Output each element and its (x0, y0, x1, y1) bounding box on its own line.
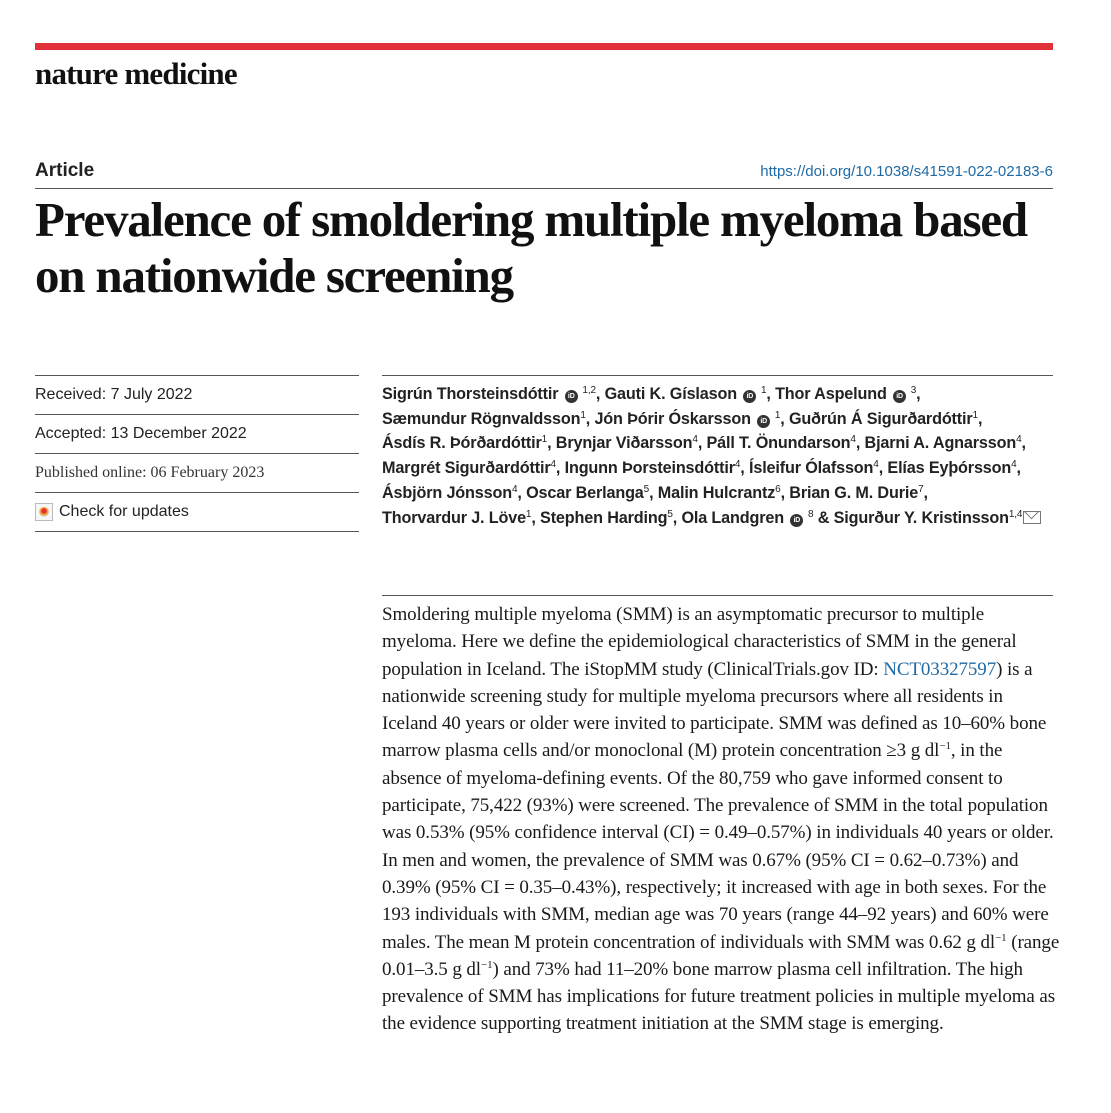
affiliation-marker[interactable]: 1,4 (1008, 508, 1023, 520)
orcid-icon[interactable]: iD (743, 390, 756, 403)
author-name[interactable]: Páll T. Önundarson$^4$ (706, 434, 856, 453)
affiliation-marker[interactable]: 1 (972, 409, 978, 421)
author-name[interactable]: Bjarni A. Agnarsson$^4$ (864, 434, 1022, 453)
author-name[interactable]: Thor Aspelund iD $^3$ (775, 385, 917, 403)
orcid-icon[interactable]: iD (790, 514, 803, 527)
superscript: −1 (480, 958, 493, 971)
check-updates-label: Check for updates (59, 503, 189, 520)
article-dates (35, 375, 359, 532)
affiliation-marker[interactable]: 4 (1011, 459, 1017, 471)
doi-link[interactable]: https://doi.org/10.1038/s41591-022-02183-6 (760, 163, 1053, 180)
affiliation-marker[interactable]: 4 (873, 459, 879, 471)
superscript: −1 (939, 740, 951, 753)
abstract: Smoldering multiple myeloma (SMM) is an asymptomatic precursor to multiple myeloma. Here we define the epidemiological characteristics of SMM in the general population in Iceland. The iStopMM study (ClinicalTrials.gov ID: NCT03327597) is a nationwide screening study for multiple myeloma precursors where all residents in Iceland 40 years or older were invited to participate. SMM was defined as 10–60% bone marrow plasma cells and/or monoclonal (M) protein concentration ≥3 g $dl^{-1}$, in the absence of myeloma-defining events. Of the 80,759 who gave informed consent to participate, 75,422 (93%) were screened. The prevalence of SMM in the total population was 0.53% (95% confidence interval (CI) = 0.49–0.57%) in individuals 40 years or older. In men and women, the prevalence of SMM was 0.67% (95% CI = 0.62–0.73%) and 0.39% (95% CI = 0.35–0.43%), respectively; it increased with age in both sexes. For the 193 individuals with SMM, median age was 70 years (range 44–92 years) and 60% were males. The mean M protein concentration of individuals with SMM was 0.62 g $dl^{-1}$ (range 0.01–3.5 g $dl^{-1}$) and 73% had 11–20% bone marrow plasma cell infiltration. The high prevalence of SMM has implications for future treatment policies in multiple myeloma as the evidence supporting treatment initiation at the SMM stage is emerging. (382, 604, 1060, 1035)
affiliation-marker[interactable]: 4 (734, 459, 741, 471)
journal-logo[interactable]: nature medicine (35, 56, 237, 91)
author-name[interactable]: Thorvardur J. Löve$^1$ (382, 508, 532, 527)
check-updates-icon (35, 503, 53, 521)
affiliation-marker[interactable]: 7 (918, 483, 924, 495)
author-name[interactable]: Ingunn Þorsteinsdóttir$^4$ (564, 459, 741, 478)
author-name[interactable]: Brian G. M. Durie$^7$ (789, 483, 924, 502)
author-name[interactable]: Ísleifur Ólafsson$^4$ (749, 459, 879, 478)
affiliation-marker[interactable]: 4 (1016, 434, 1022, 446)
author-name[interactable]: Sigurður Y. Kristinsson$^{1,4}$ (834, 509, 1042, 527)
divider (382, 595, 1053, 596)
affiliation-marker[interactable]: 1 (758, 385, 767, 396)
author-name[interactable]: Gauti K. Gíslason iD $^1$ (604, 385, 767, 403)
published-date-text: Published online: 06 February 2023 (35, 464, 265, 481)
check-for-updates[interactable] (35, 492, 359, 532)
affiliation-marker[interactable]: 4 (850, 434, 856, 446)
article-title: Prevalence of smoldering multiple myeloma based on nationwide screening (35, 192, 1027, 303)
author-name[interactable]: Margrét Sigurðardóttir$^4$ (382, 459, 556, 478)
affiliation-marker[interactable]: 1 (580, 409, 586, 421)
affiliation-marker[interactable]: 5 (667, 508, 673, 520)
author-name[interactable]: Oscar Berlanga$^5$ (526, 483, 650, 502)
accepted-date: Accepted: 13 December 2022 (35, 414, 359, 453)
trial-id-link[interactable]: NCT03327597 (883, 658, 997, 680)
author-name[interactable]: Guðrún Á Sigurðardóttir$^1$ (788, 409, 978, 428)
author-name[interactable]: Ásbjörn Jónsson$^4$ (382, 483, 518, 502)
article-type: Article (35, 160, 95, 181)
author-name[interactable]: Jón Þórir Óskarsson iD $^1$ (594, 409, 781, 428)
author-name[interactable]: Ásdís R. Þórðardóttir$^1$ (382, 434, 548, 453)
mail-icon[interactable] (1023, 511, 1041, 524)
received-date: Received: 7 July 2022 (35, 375, 359, 414)
published-date (35, 453, 359, 492)
affiliation-marker[interactable]: 1 (772, 409, 781, 421)
affiliation-marker[interactable]: 1 (541, 434, 548, 446)
orcid-icon[interactable]: iD (565, 390, 578, 403)
author-name[interactable]: Malin Hulcrantz$^6$ (657, 483, 781, 502)
affiliation-marker[interactable]: 1,2 (579, 385, 596, 396)
author-name[interactable]: Brynjar Viðarsson$^4$ (555, 434, 698, 453)
affiliation-marker[interactable]: 3 (908, 385, 917, 396)
affiliation-marker[interactable]: 5 (643, 483, 650, 495)
affiliation-marker[interactable]: 1 (525, 508, 532, 520)
author-name[interactable]: Ola Landgren iD $^8$ (681, 508, 814, 527)
affiliation-marker[interactable]: 4 (692, 434, 698, 446)
affiliation-marker[interactable]: 4 (550, 459, 556, 471)
orcid-icon[interactable]: iD (757, 415, 770, 428)
author-list: Sigrún Thorsteinsdóttir iD $^{1,2}$, Gauti K. Gíslason iD $^1$, Thor Aspelund iD $^3$, Sæmundur Rögnvaldsson$^1$, Jón Þórir Óskarsson iD $^1$, Guðrún Á Sigurðardóttir$^1$, Ásdís R. Þórðardóttir$^1$, Brynjar Viðarsson$^4$, Páll T. Önundarson$^4$, Bjarni A. Agnarsson$^4$, Margrét Sigurðardóttir$^4$, Ingunn Þorsteinsdóttir$^4$, Ísleifur Ólafsson$^4$, Elías Eyþórsson$^4$, Ásbjörn Jónsson$^4$, Oscar Berlanga$^5$, Malin Hulcrantz$^6$, Brian G. M. Durie$^7$, Thorvardur J. Löve$^1$, Stephen Harding$^5$, Ola Landgren iD $^8$ & Sigurður Y. Kristinsson$^{1,4}$ (382, 382, 1062, 530)
superscript: −1 (995, 931, 1007, 944)
divider (382, 375, 1053, 376)
author-name[interactable]: Sæmundur Rögnvaldsson$^1$ (382, 409, 586, 428)
author-name[interactable]: Sigrún Thorsteinsdóttir iD $^{1,2}$ (382, 385, 596, 403)
author-name[interactable]: Elías Eyþórsson$^4$ (887, 459, 1017, 478)
journal-accent-bar (35, 43, 1053, 50)
affiliation-marker[interactable]: 6 (775, 483, 781, 495)
affiliation-marker[interactable]: 4 (511, 483, 518, 495)
author-name[interactable]: Stephen Harding$^5$ (540, 508, 673, 527)
orcid-icon[interactable]: iD (893, 390, 906, 403)
affiliation-marker[interactable]: 8 (805, 508, 814, 520)
divider (35, 188, 1053, 189)
